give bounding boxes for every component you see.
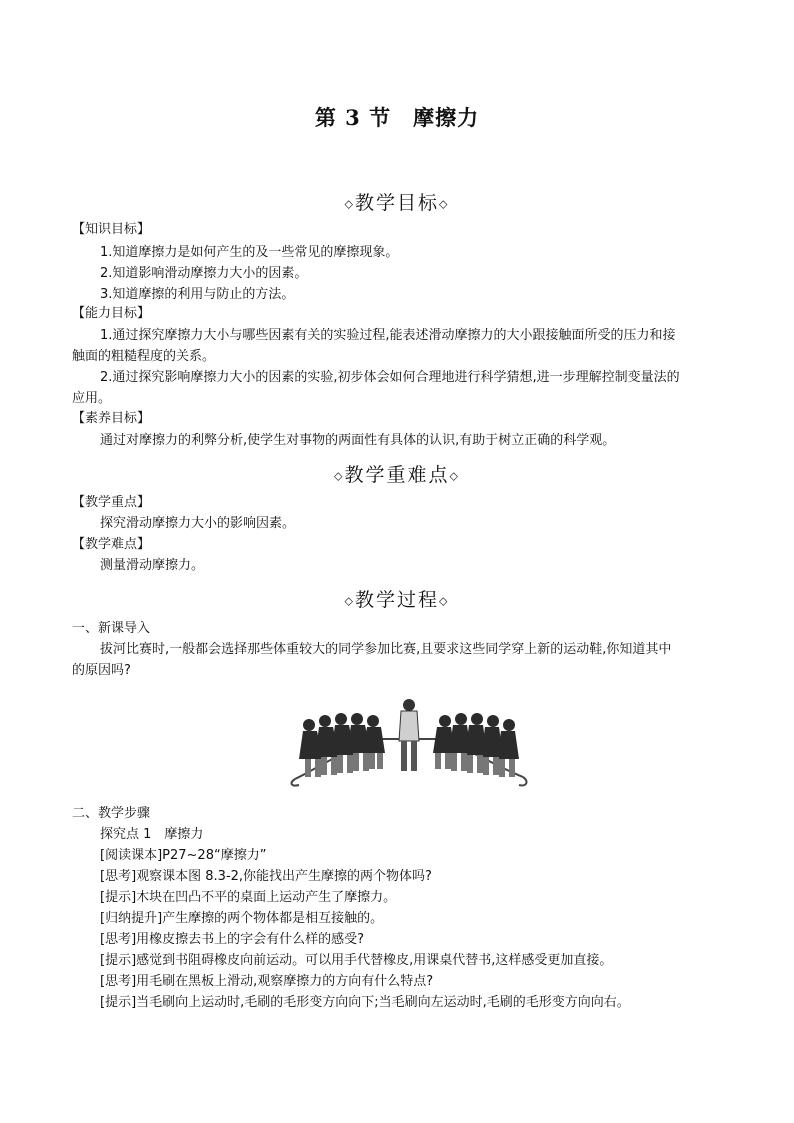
focus-text: 探究滑动摩擦力大小的影响因素。 (100, 516, 296, 531)
tug-of-war-illustration (287, 697, 531, 789)
step-line: [提示]木块在凹凸不平的桌面上运动产生了摩擦力。 (100, 890, 397, 905)
page-title: 第 3 节 摩擦力 (314, 105, 480, 130)
section-title-process: 教学过程 (354, 589, 439, 611)
diamond-icon: ◇ (449, 469, 460, 483)
step-line: [思考]观察课本图 8.3-2,你能找出产生摩擦的两个物体吗? (100, 869, 432, 884)
section-heading-process (0, 585, 794, 612)
ability-item-1-line-2: 触面的粗糙程度的关系。 (72, 349, 216, 364)
knowledge-item: 2.知道影响滑动摩擦力大小的因素。 (100, 266, 308, 281)
diamond-icon: ◇ (344, 594, 355, 608)
step-line: [提示]感觉到书阻碍橡皮向前运动。可以用手代替橡皮,用课桌代替书,这样感受更加直接。 (100, 953, 613, 968)
step-line: [阅读课本]P27~28“摩擦力” (100, 848, 267, 863)
explore-point-title: 探究点 1 摩擦力 (100, 827, 204, 842)
section-title-goals: 教学目标 (354, 192, 439, 214)
intro-text-line-1: 拔河比赛时,一般都会选择那些体重较大的同学参加比赛,且要求这些同学穿上新的运动鞋,你知道其中 (100, 642, 672, 657)
ability-label: 【能力目标】 (72, 306, 151, 321)
focus-label: 【教学重点】 (72, 495, 151, 510)
step-line: [思考]用橡皮擦去书上的字会有什么样的感受? (100, 932, 365, 947)
knowledge-item: 1.知道摩擦力是如何产生的及一些常见的摩擦现象。 (100, 245, 399, 260)
diamond-icon: ◇ (334, 469, 345, 483)
section-heading-key-points (0, 460, 794, 487)
knowledge-label: 【知识目标】 (72, 222, 151, 237)
diamond-icon: ◇ (439, 197, 450, 211)
literacy-text: 通过对摩擦力的利弊分析,使学生对事物的两面性有具体的认识,有助于树立正确的科学观。 (100, 433, 616, 448)
diamond-icon: ◇ (439, 594, 450, 608)
ability-item-2-line-1: 2.通过探究影响摩擦力大小的因素的实验,初步体会如何合理地进行科学猜想,进一步理解控制变量法的 (100, 370, 680, 385)
difficulty-label: 【教学难点】 (72, 537, 151, 552)
literacy-label: 【素养目标】 (72, 411, 151, 426)
ability-item-1-line-1: 1.通过探究摩擦力大小与哪些因素有关的实验过程,能表述滑动摩擦力的大小跟接触面所受的压力和接 (100, 328, 676, 343)
knowledge-item: 3.知道摩擦的利用与防止的方法。 (100, 287, 295, 302)
step-line: [思考]用毛刷在黑板上滑动,观察摩擦力的方向有什么特点? (100, 974, 434, 989)
diamond-icon: ◇ (344, 197, 355, 211)
ability-item-2-line-2: 应用。 (72, 391, 112, 406)
section-title-key-points: 教学重难点 (344, 464, 450, 486)
difficulty-text: 测量滑动摩擦力。 (100, 558, 205, 573)
section-heading-goals (0, 188, 794, 215)
step-line: [提示]当毛刷向上运动时,毛刷的毛形变方向向下;当毛刷向左运动时,毛刷的毛形变方向向右。 (100, 995, 630, 1010)
intro-heading: 一、新课导入 (72, 621, 151, 636)
intro-text-line-2: 的原因吗? (72, 663, 131, 678)
steps-heading: 二、教学步骤 (72, 806, 151, 821)
step-line: [归纳提升]产生摩擦的两个物体都是相互接触的。 (100, 911, 384, 926)
